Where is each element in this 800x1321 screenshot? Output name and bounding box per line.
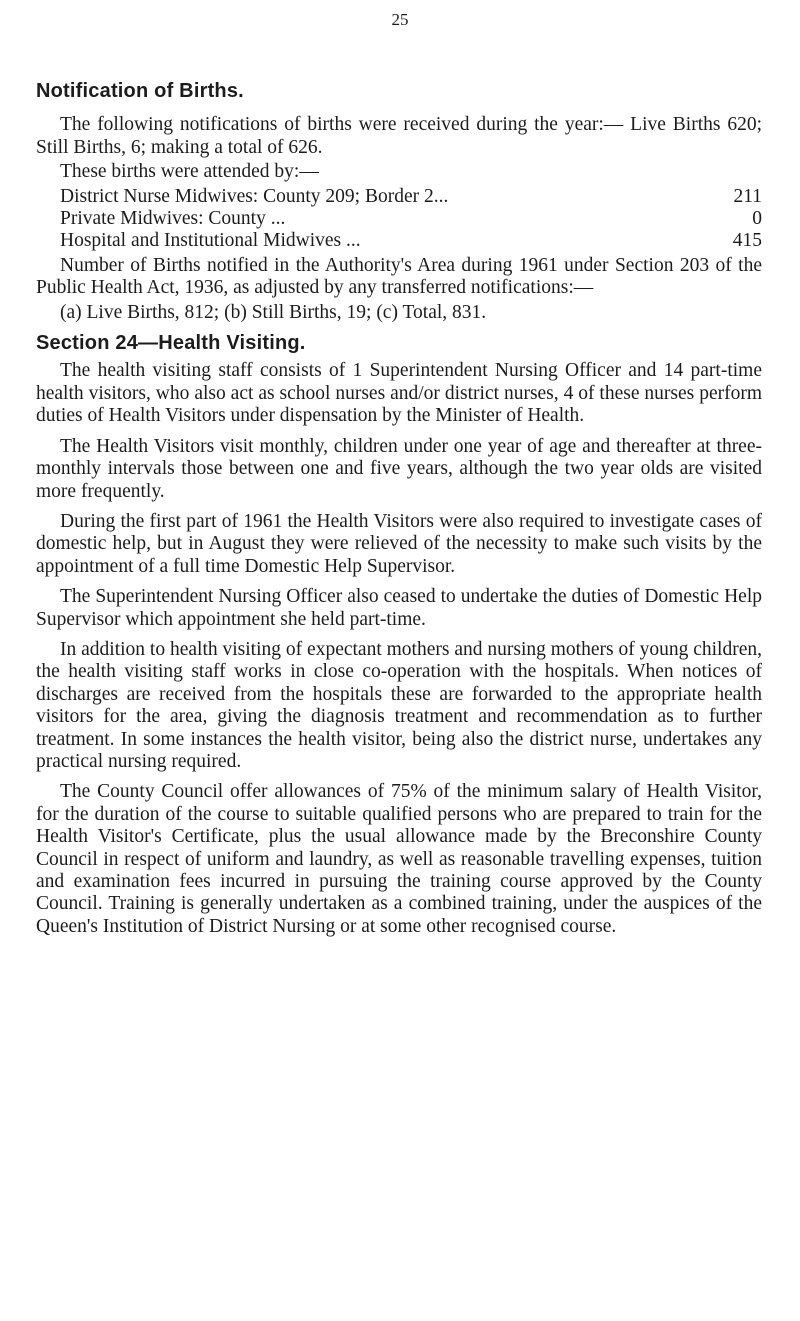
health-visiting-paragraph: During the first part of 1961 the Health Visitors were also required to investigate cases of domestic help, but in August they were relieved of the necessity to make such visits by the appointment of a full time Domestic Help Supervisor.	[36, 510, 762, 577]
attended-by-line: These births were attended by:—	[60, 161, 319, 183]
births-notified-paragraph: Number of Births notified in the Authority's Area during 1961 under Section 203 of the Public Health Act, 1936, as adjusted by any transferred notifications:—	[36, 254, 762, 299]
section-heading-health-visiting: Section 24—Health Visiting.	[36, 332, 306, 355]
midwife-row-value: 0	[752, 208, 762, 230]
page-number: 25	[391, 10, 409, 29]
midwife-row	[36, 208, 762, 230]
midwife-row	[36, 186, 762, 208]
section-heading-notification-of-births: Notification of Births.	[36, 80, 244, 102]
health-visiting-paragraph: The Health Visitors visit monthly, children under one year of age and thereafter at three-monthly intervals those between one and five years, although the two year olds are visited more frequently.	[36, 435, 762, 502]
births-notified-totals: (a) Live Births, 812; (b) Still Births, 19; (c) Total, 831.	[60, 301, 487, 323]
health-visiting-paragraph: The health visiting staff consists of 1 Superintendent Nursing Officer and 14 part-time health visitors, who also act as school nurses and/or district nurses, 4 of these nurses perform duties of Health Visitors under dispensation by the Minister of Health.	[36, 360, 762, 427]
midwife-row-value: 415	[732, 230, 762, 252]
births-intro-paragraph: The following notifications of births were received during the year:— Live Births 620; Still Births, 6; making a total of 626.	[36, 114, 762, 158]
midwife-row-label: Private Midwives: County ...	[60, 208, 286, 230]
midwife-row-value: 211	[733, 185, 762, 207]
midwife-row	[36, 230, 762, 252]
health-visiting-paragraph: In addition to health visiting of expectant mothers and nursing mothers of young children, the health visiting staff works in close co-operation with the hospitals. When notices of discharges are received from the hospitals these are forwarded to the appropriate health visitors for the area, giving the diagnosis treatment and recommendation as to further treatment. In some instances the health visitor, being also the district nurse, undertakes any practical nursing required.	[36, 638, 762, 772]
midwife-row-label: District Nurse Midwives: County 209; Border 2...	[60, 185, 449, 207]
page-content	[36, 80, 762, 946]
health-visiting-paragraph: The County Council offer allowances of 75% of the minimum salary of Health Visitor, for the duration of the course to suitable qualified persons who are prepared to train for the Health Visitor's Certificate, plus the usual allowance made by the Breconshire County Council in respect of uniform and laundry, as well as reasonable travelling expenses, tuition and examination fees incurred in pursuing the training course approved by the County Council. Training is generally undertaken as a combined training, under the auspices of the Queen's Institution of District Nursing or at some other recognised course.	[36, 781, 762, 937]
midwife-row-label: Hospital and Institutional Midwives ...	[60, 230, 361, 252]
health-visiting-paragraph: The Superintendent Nursing Officer also ceased to undertake the duties of Domestic Help Supervisor which appointment she held part-time.	[36, 586, 762, 630]
